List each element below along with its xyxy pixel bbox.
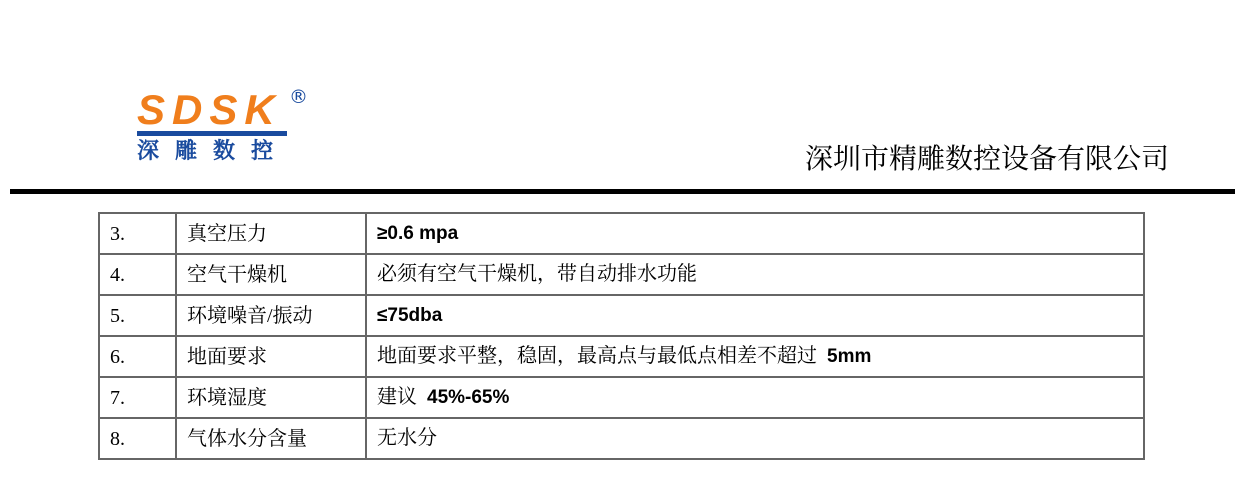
row-value xyxy=(366,418,1144,459)
table-row xyxy=(99,295,1144,336)
logo-wordmark xyxy=(137,86,308,133)
table-row xyxy=(99,254,1144,295)
logo-brand-text: SDSK xyxy=(137,86,282,133)
table-row xyxy=(99,377,1144,418)
row-value-cn: 无水分 xyxy=(377,427,437,449)
table-row xyxy=(99,336,1144,377)
row-number: 4. xyxy=(99,254,176,295)
spec-table xyxy=(98,212,1145,460)
row-value-cn: 建议 xyxy=(377,386,427,408)
logo-chinese-text: 深雕数控 xyxy=(137,138,290,163)
row-value xyxy=(366,377,1144,418)
row-number: 7. xyxy=(99,377,176,418)
row-value-en: ≥0.6 mpa xyxy=(377,223,459,244)
row-label: 环境湿度 xyxy=(176,377,366,418)
row-label: 地面要求 xyxy=(176,336,366,377)
company-logo xyxy=(137,86,308,163)
row-value xyxy=(366,336,1144,377)
header-divider-line xyxy=(10,189,1235,194)
row-number: 6. xyxy=(99,336,176,377)
row-value xyxy=(366,295,1144,336)
row-label: 空气干燥机 xyxy=(176,254,366,295)
row-label: 真空压力 xyxy=(176,213,366,254)
table-row xyxy=(99,418,1144,459)
registered-trademark-icon: ® xyxy=(289,86,308,108)
row-value xyxy=(366,213,1144,254)
row-value-en: 45%-65% xyxy=(427,387,510,408)
row-value-cn: 地面要求平整，稳固，最高点与最低点相差不超过 xyxy=(377,345,827,367)
row-label: 环境噪音/振动 xyxy=(176,295,366,336)
row-number: 3. xyxy=(99,213,176,254)
row-value xyxy=(366,254,1144,295)
row-value-en: ≤75dba xyxy=(377,305,443,326)
row-label: 气体水分含量 xyxy=(176,418,366,459)
company-name: 深圳市精雕数控设备有限公司 xyxy=(804,144,1169,175)
row-number: 5. xyxy=(99,295,176,336)
row-number: 8. xyxy=(99,418,176,459)
row-value-cn: 必须有空气干燥机，带自动排水功能 xyxy=(377,263,697,285)
row-value-en: 5mm xyxy=(827,346,872,367)
table-row xyxy=(99,213,1144,254)
